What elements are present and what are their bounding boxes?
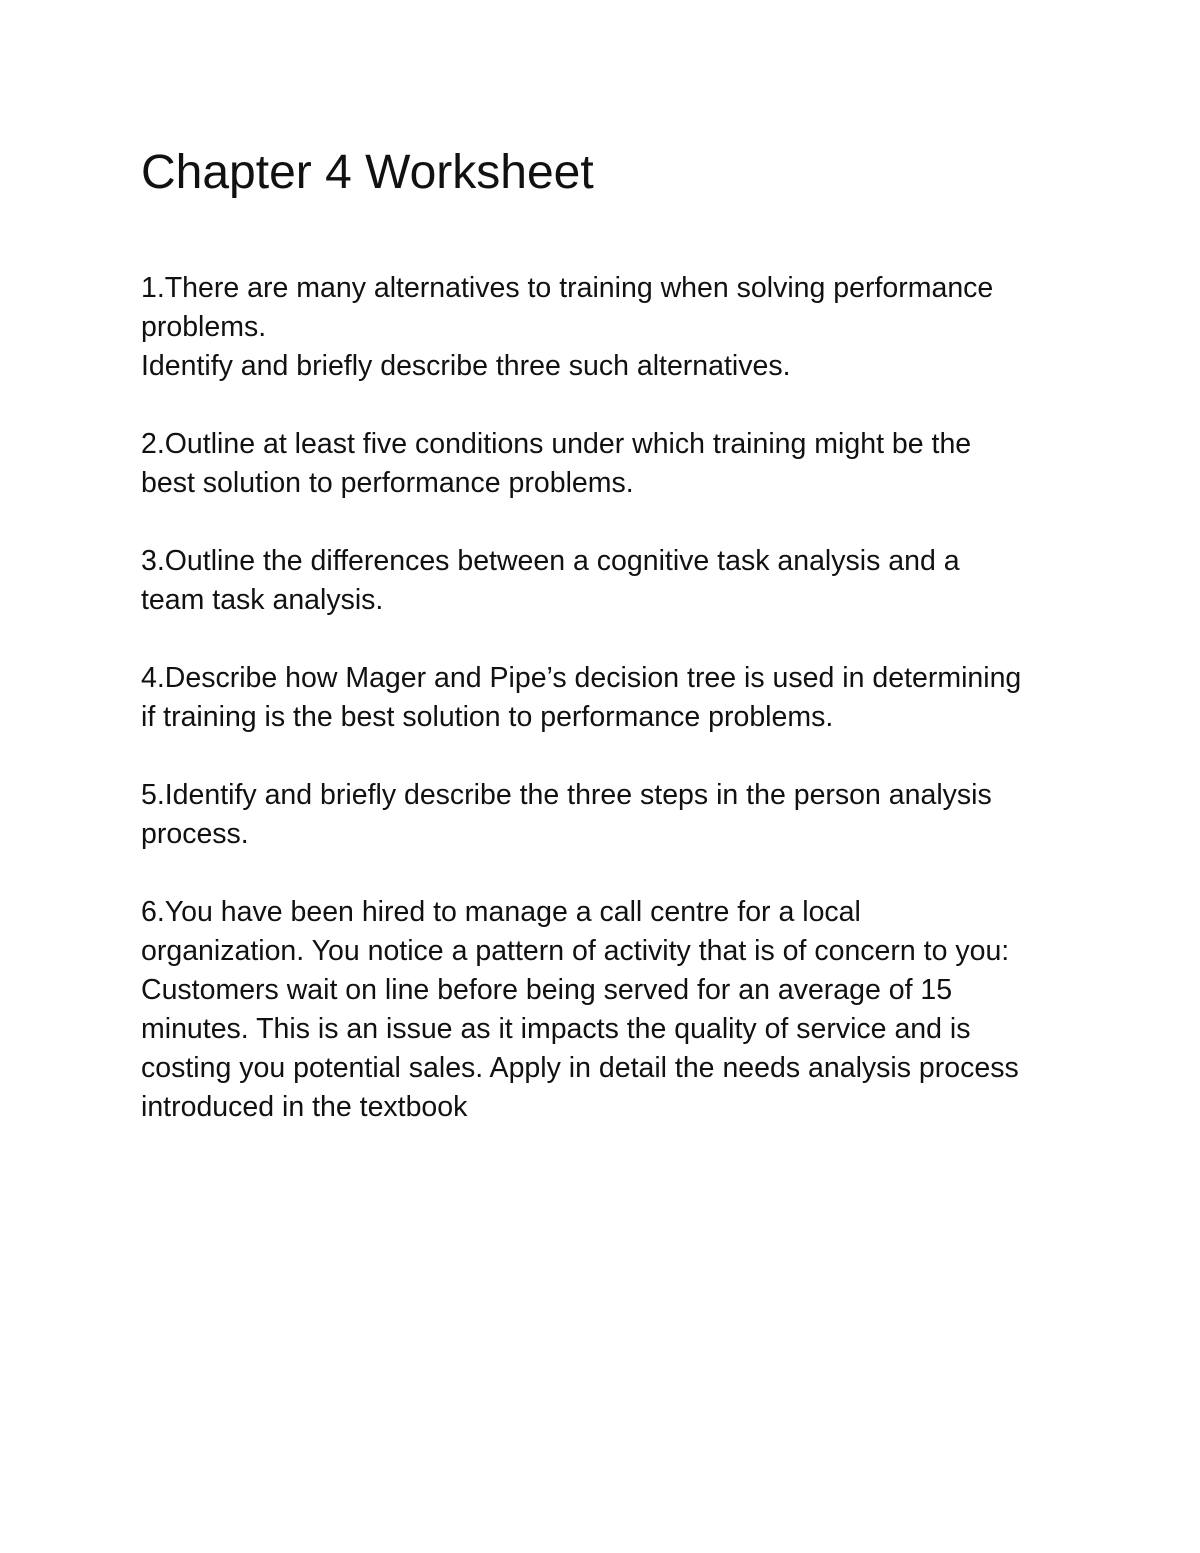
question-3 bbox=[141, 542, 1061, 620]
page-title: Chapter 4 Worksheet bbox=[141, 146, 594, 199]
question-6-line-4: minutes. This is an issue as it impacts the quality of service and is bbox=[141, 1013, 971, 1045]
question-4-line-2: if training is the best solution to performance problems. bbox=[141, 701, 834, 733]
question-4-line-1: 4.Describe how Mager and Pipe’s decision tree is used in determining bbox=[141, 662, 1022, 694]
question-6-line-6: introduced in the textbook bbox=[141, 1091, 468, 1123]
question-4 bbox=[141, 659, 1061, 737]
question-6-line-2: organization. You notice a pattern of activity that is of concern to you: bbox=[141, 935, 1010, 967]
question-2-line-1: 2.Outline at least five conditions under which training might be the bbox=[141, 428, 972, 460]
question-1-line-3: Identify and briefly describe three such alternatives. bbox=[141, 350, 791, 382]
question-1 bbox=[141, 269, 1061, 386]
question-5-line-2: process. bbox=[141, 818, 249, 850]
question-list bbox=[141, 269, 1061, 1166]
question-5 bbox=[141, 776, 1061, 854]
question-3-line-2: team task analysis. bbox=[141, 584, 384, 616]
question-6 bbox=[141, 893, 1061, 1127]
question-6-line-5: costing you potential sales. Apply in detail the needs analysis process bbox=[141, 1052, 1019, 1084]
question-1-line-1: 1.There are many alternatives to training when solving performance bbox=[141, 272, 994, 304]
question-6-line-1: 6.You have been hired to manage a call centre for a local bbox=[141, 896, 861, 928]
question-6-line-3: Customers wait on line before being served for an average of 15 bbox=[141, 974, 953, 1006]
question-2-line-2: best solution to performance problems. bbox=[141, 467, 634, 499]
question-1-line-2: problems. bbox=[141, 311, 267, 343]
question-2 bbox=[141, 425, 1061, 503]
question-3-line-1: 3.Outline the differences between a cognitive task analysis and a bbox=[141, 545, 960, 577]
question-5-line-1: 5.Identify and briefly describe the three steps in the person analysis bbox=[141, 779, 992, 811]
